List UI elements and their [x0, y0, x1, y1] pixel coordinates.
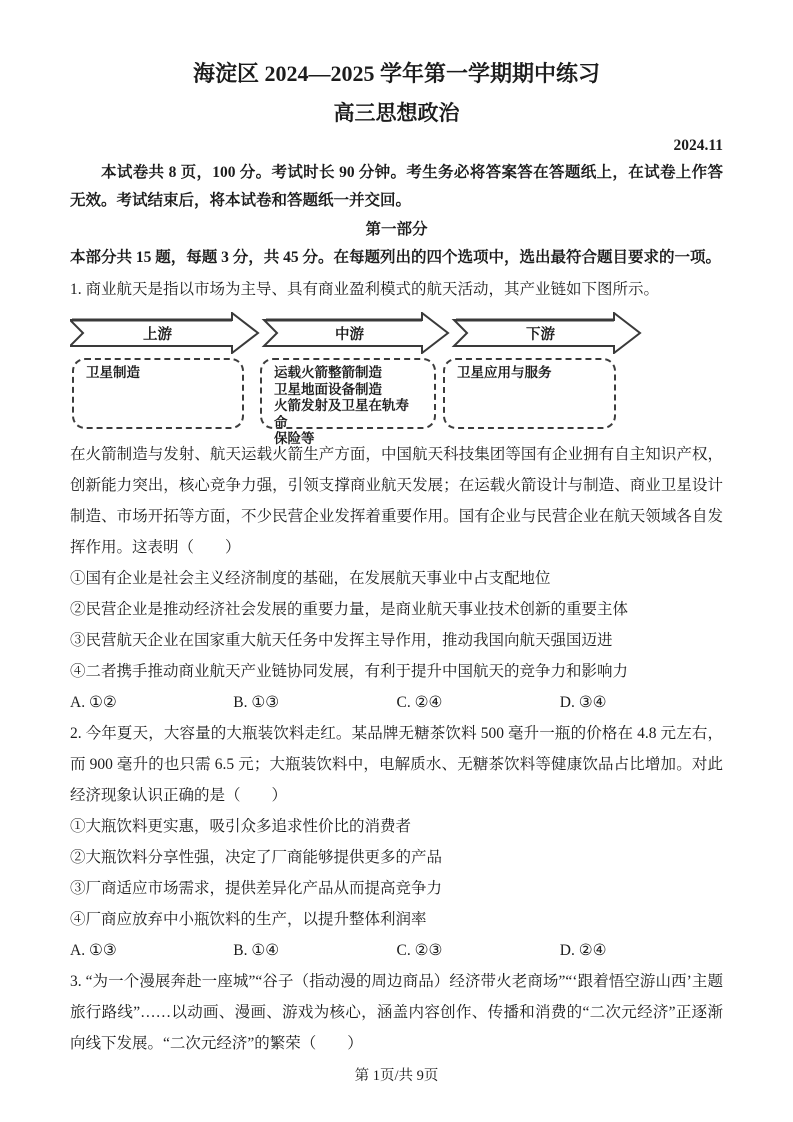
question-2-item-2: ②大瓶饮料分享性强，决定了厂商能够提供更多的产品 [70, 849, 443, 866]
industry-chain-diagram [70, 312, 723, 446]
diagram-box-line: 火箭发射及卫星在轨寿命 [274, 398, 409, 430]
choice-a: A. ①② [70, 694, 117, 711]
diagram-box-line: 卫星制造 [86, 365, 140, 380]
part-description: 本部分共 15 题，每题 3 分，共 45 分。在每题列出的四个选项中，选出最符合题目要求的一项。 [70, 249, 722, 266]
diagram-box-line: 运载火箭整箭制造 [274, 365, 382, 380]
question-2-item-3: ③厂商适应市场需求，提供差异化产品从而提高竞争力 [70, 880, 443, 897]
question-1 [70, 274, 723, 718]
question-2-item-1: ①大瓶饮料更实惠，吸引众多追求性价比的消费者 [70, 818, 412, 835]
choice-c: C. ②④ [396, 694, 443, 711]
question-1-item-3: ③民营航天企业在国家重大航天任务中发挥主导作用，推动我国向航天强国迈进 [70, 632, 613, 649]
question-1-body: 在火箭制造与发射、航天运载火箭生产方面，中国航天科技集团等国有企业拥有自主知识产权，创新能力突出，核心竞争力强，引领支撑商业航天发展；在运载火箭设计与制造、商业卫星设计制造、市场开拓等方面，不少民营企业发挥着重要作用。国有企业与民营企业在航天领域各自发挥作用。这表明（ ） [70, 446, 723, 556]
question-1-item-4: ④二者携手推动商业航天产业链协同发展，有利于提升中国航天的竞争力和影响力 [70, 663, 629, 680]
diagram-box-downstream [443, 358, 616, 429]
arrow-label-midstream: 中游 [335, 326, 364, 343]
question-2-stem: 2. 今年夏天，大容量的大瓶装饮料走红。某品牌无糖茶饮料 500 毫升一瓶的价格在 4.8 元左右，而 900 毫升的也只需 6.5 元；大瓶装饮料中，电解质水、无糖茶饮料等健康饮品占比增加。对此经济现象认识正确的是（ ） [70, 725, 723, 804]
question-2-choices [70, 935, 723, 966]
question-3-stem: 3. “为一个漫展奔赴一座城”“谷子（指动漫的周边商品）经济带火老商场”“‘跟着悟空游山西’主题旅行路线”……以动画、漫画、游戏为核心，涵盖内容创作、传播和消费的“二次元经济”正逐渐向线下发展。“二次元经济”的繁荣（ ） [70, 973, 723, 1052]
question-1-item-2: ②民营企业是推动经济社会发展的重要力量，是商业航天事业技术创新的重要主体 [70, 601, 629, 618]
choice-c: C. ②③ [396, 942, 443, 959]
diagram-box-line: 卫星地面设备制造 [274, 381, 382, 397]
question-2 [70, 718, 723, 966]
diagram-box-line: 卫星应用与服务 [457, 365, 552, 380]
question-3 [70, 966, 723, 1059]
choice-d: D. ③④ [559, 694, 607, 711]
diagram-box-midstream [260, 358, 436, 446]
arrow-label-downstream: 下游 [526, 326, 555, 343]
question-1-stem: 1. 商业航天是指以市场为主导、具有商业盈利模式的航天活动，其产业链如下图所示。 [70, 281, 660, 298]
page-subtitle: 高三思想政治 [333, 101, 460, 125]
diagram-box-upstream [72, 358, 244, 429]
choice-b: B. ①④ [233, 942, 280, 959]
page-title: 海淀区 2024—2025 学年第一学期期中练习 [192, 61, 600, 86]
choice-b: B. ①③ [233, 694, 280, 711]
exam-date: 2024.11 [673, 137, 723, 154]
page-footer: 第 1页/共 9页 [354, 1068, 439, 1084]
diagram-box-line: 保险等 [274, 431, 315, 446]
question-1-choices [70, 687, 723, 718]
question-1-item-1: ①国有企业是社会主义经济制度的基础，在发展航天事业中占支配地位 [70, 570, 551, 587]
part-heading: 第一部分 [365, 221, 428, 238]
choice-d: D. ②④ [559, 942, 607, 959]
choice-a: A. ①③ [70, 942, 117, 959]
question-2-item-4: ④厂商应放弃中小瓶饮料的生产，以提升整体利润率 [70, 911, 427, 928]
arrow-label-upstream: 上游 [143, 326, 172, 343]
exam-notice: 本试卷共 8 页，100 分。考试时长 90 分钟。考生务必将答案答在答题纸上，在试卷上作答无效。考试结束后，将本试卷和答题纸一并交回。 [70, 164, 723, 209]
